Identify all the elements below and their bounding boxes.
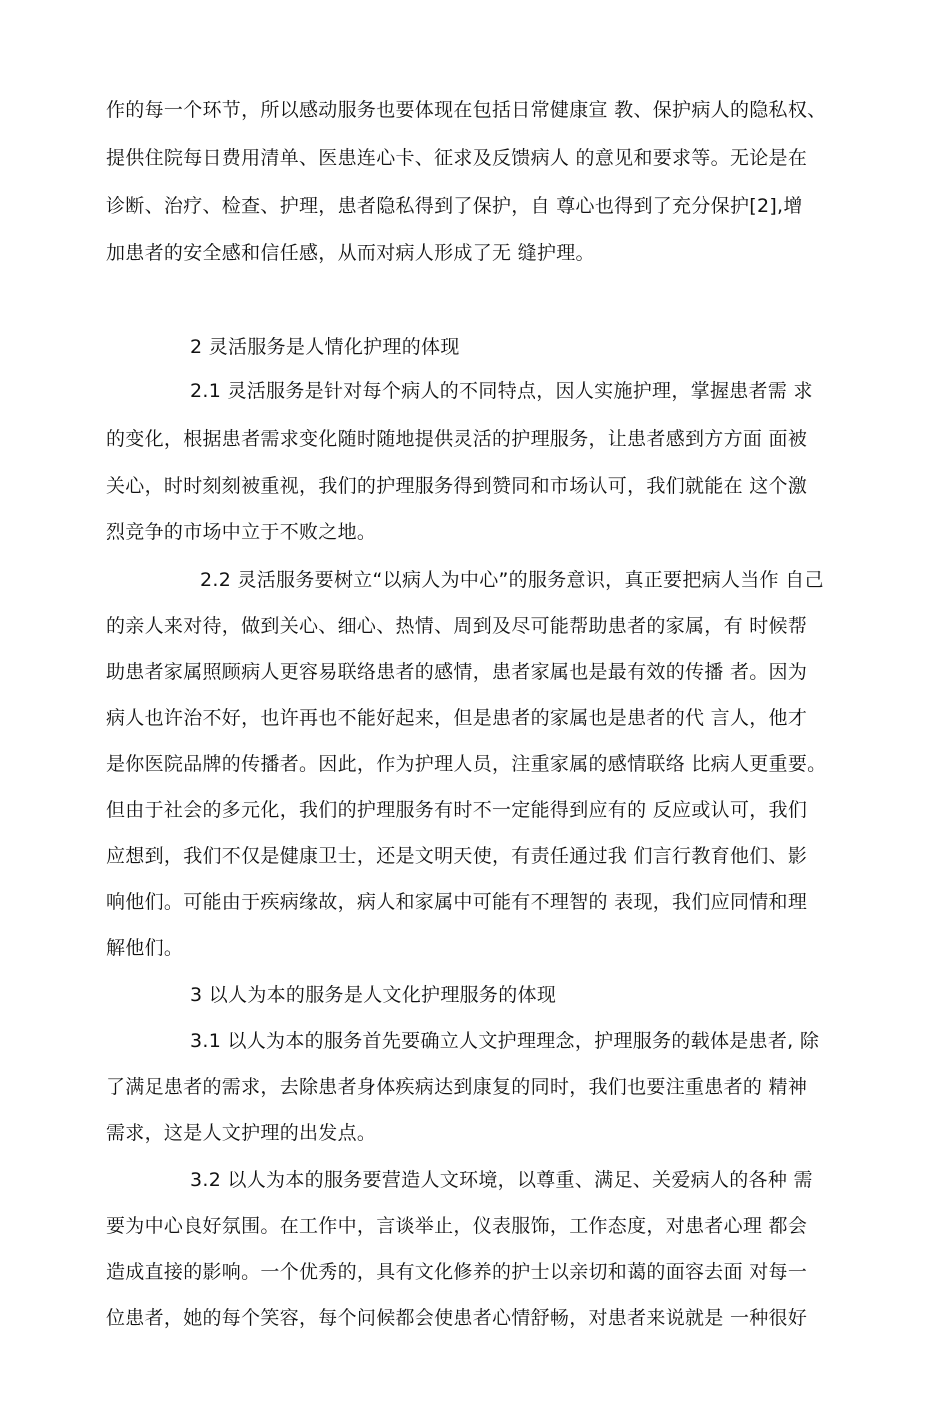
text-line: 解他们。 xyxy=(106,937,184,959)
text-line: 要为中心良好氛围。在工作中，言谈举止，仪表服饰，工作态度，对患者心理 都会 xyxy=(106,1215,808,1237)
section-heading: 2 灵活服务是人情化护理的体现 xyxy=(190,336,460,358)
text-line: 的亲人来对待，做到关心、细心、热情、周到及尽可能帮助患者的家属，有 时候帮 xyxy=(106,615,808,637)
paragraph-start: 2.2 灵活服务要树立“以病人为中心”的服务意识，真正要把病人当作 自己 xyxy=(200,569,824,591)
section-heading: 3 以人为本的服务是人文化护理服务的体现 xyxy=(190,984,557,1006)
text-line: 助患者家属照顾病人更容易联络患者的感情，患者家属也是最有效的传播 者。因为 xyxy=(106,661,808,683)
paragraph-start: 3.2 以人为本的服务要营造人文环境，以尊重、满足、关爱病人的各种 需 xyxy=(190,1169,813,1191)
text-line: 位患者，她的每个笑容，每个问候都会使患者心情舒畅，对患者来说就是 一种很好 xyxy=(106,1307,808,1329)
text-line: 了满足患者的需求，去除患者身体疾病达到康复的同时，我们也要注重患者的 精神 xyxy=(106,1076,808,1098)
paragraph-start: 3.1 以人为本的服务首先要确立人文护理理念，护理服务的载体是患者, 除 xyxy=(190,1030,820,1052)
text-line: 需求，这是人文护理的出发点。 xyxy=(106,1122,377,1144)
text-line: 响他们。可能由于疾病缘故，病人和家属中可能有不理智的 表现，我们应同情和理 xyxy=(106,891,808,913)
text-line: 诊断、治疗、检查、护理，患者隐私得到了保护，自 尊心也得到了充分保护[2],增 xyxy=(106,195,803,217)
text-line: 烈竞争的市场中立于不败之地。 xyxy=(106,521,377,543)
text-line: 应想到，我们不仅是健康卫士，还是文明天使，有责任通过我 们言行教育他们、影 xyxy=(106,845,808,867)
text-line: 病人也许治不好，也许再也不能好起来，但是患者的家属也是患者的代 言人，他才 xyxy=(106,707,808,729)
text-line: 加患者的安全感和信任感，从而对病人形成了无 缝护理。 xyxy=(106,242,595,264)
text-line: 关心，时时刻刻被重视，我们的护理服务得到赞同和市场认可，我们就能在 这个激 xyxy=(106,475,808,497)
text-line: 造成直接的影响。一个优秀的，具有文化修养的护士以亲切和蔼的面容去面 对每一 xyxy=(106,1261,808,1283)
text-line: 提供住院每日费用清单、医患连心卡、征求及反馈病人 的意见和要求等。无论是在 xyxy=(106,147,808,169)
text-line: 但由于社会的多元化，我们的护理服务有时不一定能得到应有的 反应或认可，我们 xyxy=(106,799,808,821)
paragraph-start: 2.1 灵活服务是针对每个病人的不同特点，因人实施护理，掌握患者需 求 xyxy=(190,380,813,402)
text-line: 作的每一个环节，所以感动服务也要体现在包括日常健康宣 教、保护病人的隐私权、 xyxy=(106,99,827,121)
text-line: 的变化，根据患者需求变化随时随地提供灵活的护理服务，让患者感到方方面 面被 xyxy=(106,428,808,450)
text-line: 是你医院品牌的传播者。因此，作为护理人员，注重家属的感情联络 比病人更重要。 xyxy=(106,753,827,775)
